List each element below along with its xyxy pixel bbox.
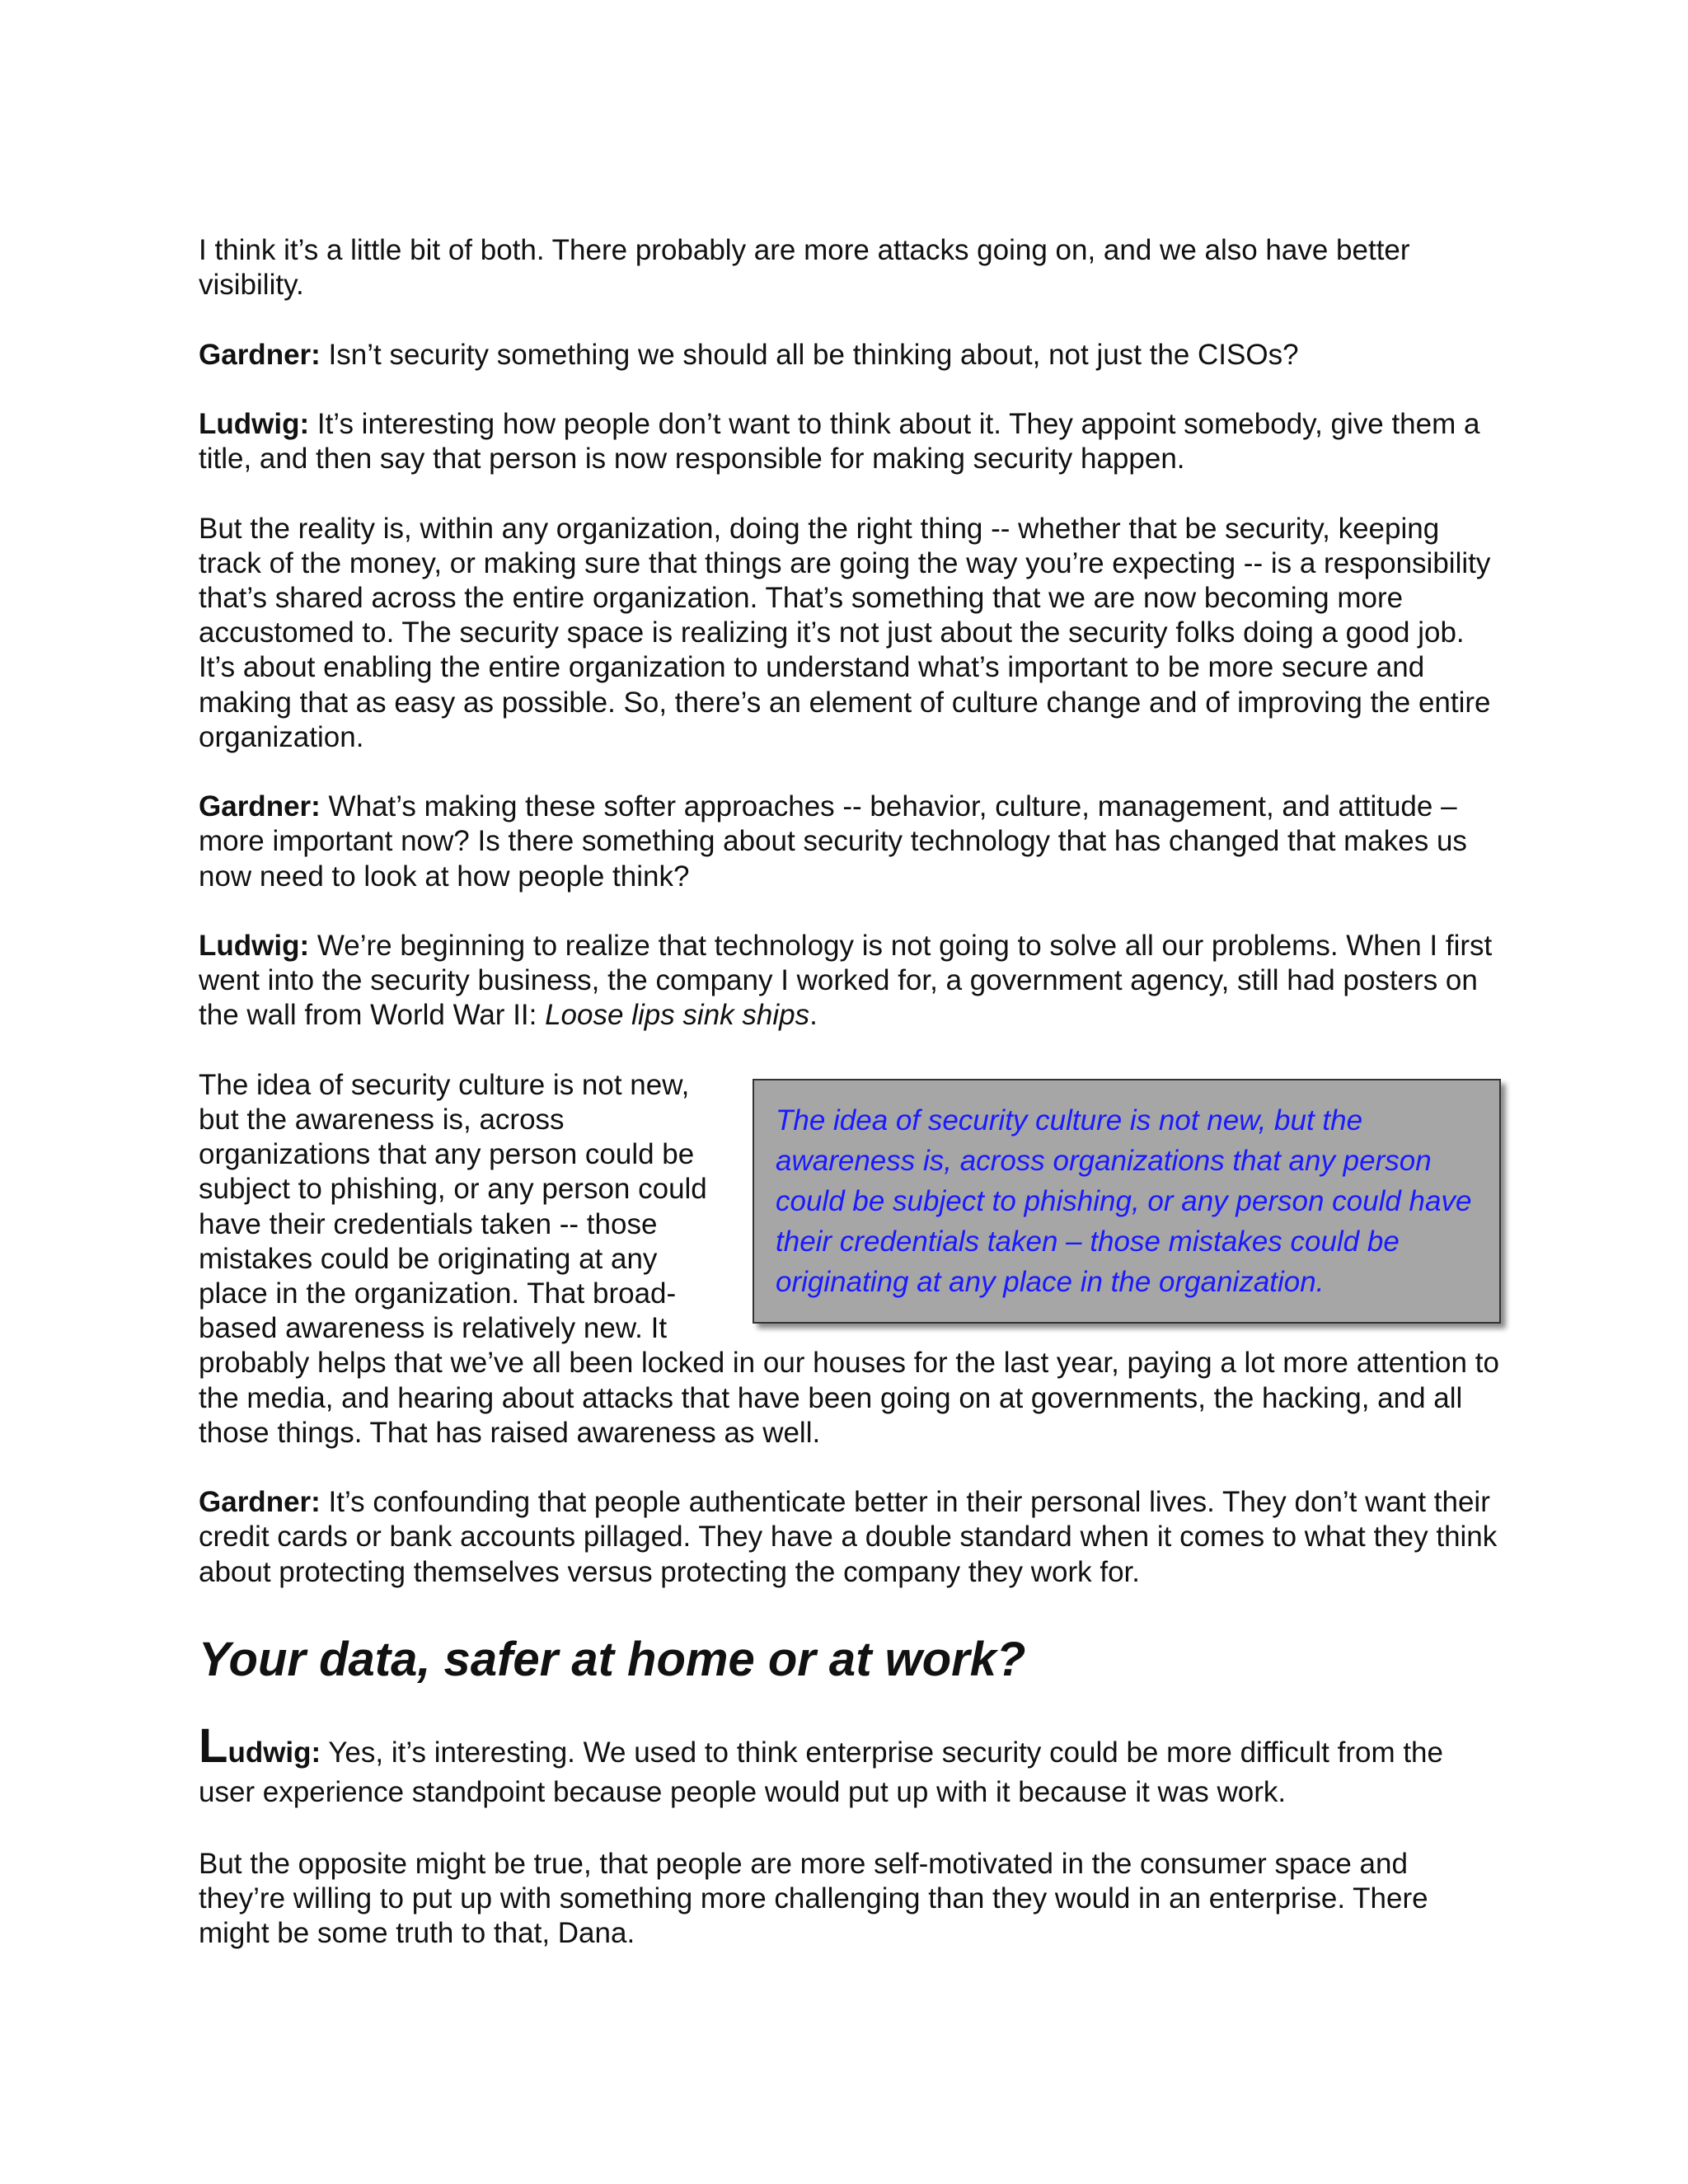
speaker-label: Ludwig:	[199, 929, 310, 962]
paragraph-gardner-softer: Gardner: What’s making these softer approaches -- behavior, culture, management, and attitude – more important now? Is there something about security technology that has changed that makes us now need to look at how people think?	[199, 790, 1467, 893]
article-body	[199, 233, 1501, 1986]
speaker-label: Gardner:	[199, 1486, 321, 1519]
poster-slogan: Loose lips sink ships	[545, 999, 810, 1032]
paragraph-ludwig-technology: Ludwig: We’re beginning to realize that technology is not going to solve all our problems. When I first went into the security business, the company I worked for, a government agency, still had posters on the wall from World War II: Loose lips sink ships.	[199, 929, 1493, 1032]
speaker-label: udwig:	[227, 1736, 321, 1769]
pull-quote: The idea of security culture is not new, but the awareness is, across organizations that any person could be subject to phishing, or any person could have their credentials taken – those mistakes could be originating at any place in the organization.	[753, 1079, 1501, 1324]
paragraph-gardner-question: Gardner: Isn’t security something we should all be thinking about, not just the CISOs?	[199, 338, 1299, 371]
paragraph-intro: I think it’s a little bit of both. There probably are more attacks going on, and we also have better visibility.	[199, 234, 1410, 302]
paragraph-closing: But the opposite might be true, that people are more self-motivated in the consumer space and they’re willing to put up with something more challenging than they would in an enterprise. There might be some truth to that, Dana.	[199, 1848, 1428, 1950]
paragraph-reality: But the reality is, within any organization, doing the right thing -- whether that be security, keeping track of the money, or making sure that things are going the way you’re expecting -- is a responsibility that’s shared across the entire organization. That’s something that we are now becoming more accustomed to. The security space is realizing it’s not just about the security folks doing a good job. It’s about enabling the entire organization to understand what’s important to be more secure and making that as easy as possible. So, there’s an element of culture change and of improving the entire organization.	[199, 512, 1491, 753]
paragraph-ludwig-answer: Ludwig: It’s interesting how people don’t want to think about it. They appoint somebody, give them a title, and then say that person is now responsible for making security happen.	[199, 407, 1480, 476]
drop-cap: L	[199, 1718, 228, 1773]
paragraph-security-culture: The idea of security culture is not new, but the awareness is, across organizations that any person could be subject to phishing, or any person could have their credentials taken -- those mistakes could be originating at any place in the organization. That broad-based awareness is relatively new. It probably helps that we’ve all been locked in our houses for the last year, paying a lot more attention to the media, and hearing about attacks that have been going on at governments, the hacking, and all those things. That has raised awareness as well.	[199, 1068, 1499, 1449]
paragraph-gardner-confounding: Gardner: It’s confounding that people authenticate better in their personal lives. They don’t want their credit cards or bank accounts pillaged. They have a double standard when it comes to what they think about protecting themselves versus protecting the company they work for.	[199, 1486, 1498, 1588]
section-heading: Your data, safer at home or at work?	[199, 1632, 1026, 1686]
speaker-label: Gardner:	[199, 338, 321, 371]
speaker-label: Ludwig:	[199, 407, 310, 440]
speaker-label: Gardner:	[199, 790, 321, 823]
paragraph-ludwig-final: Ludwig: Yes, it’s interesting. We used to think enterprise security could be more difficult from the user experience standpoint because people would put up with it because it was work.	[199, 1718, 1443, 1808]
